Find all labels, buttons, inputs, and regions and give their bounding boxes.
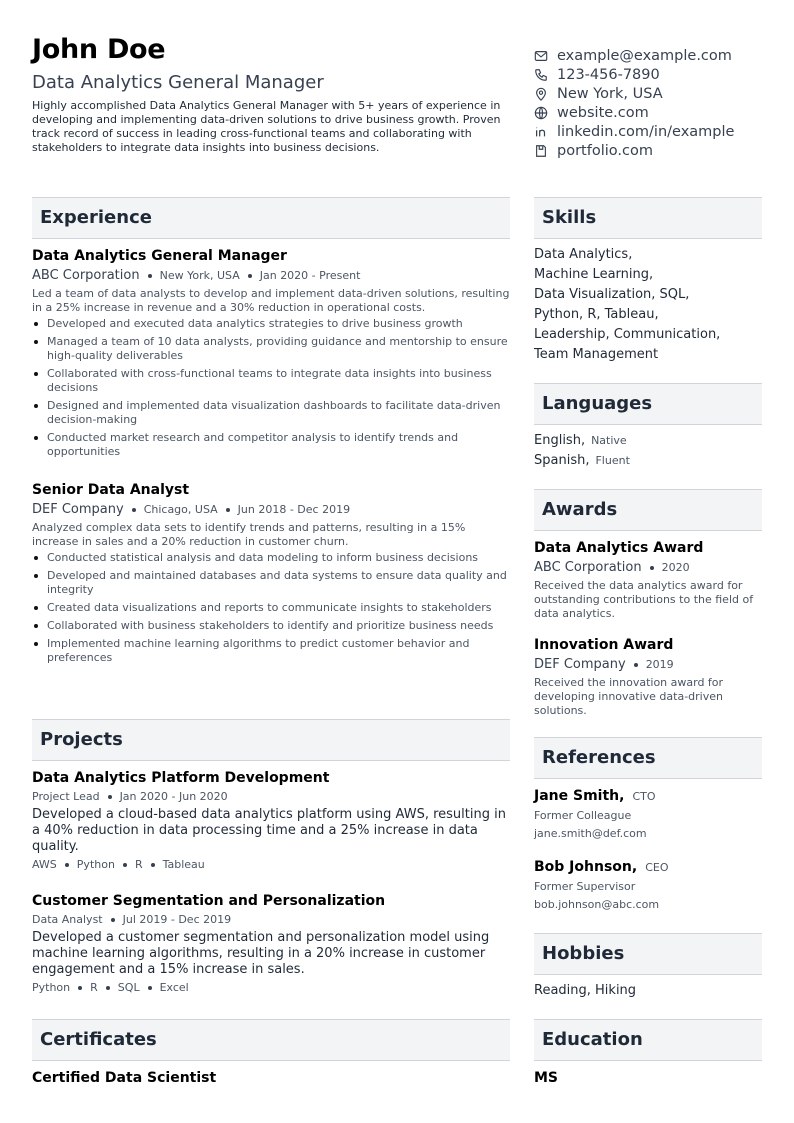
project-entry — [32, 769, 510, 873]
award-year: 2020 — [661, 561, 690, 574]
job-company: DEF Company — [32, 502, 124, 517]
job-location: Chicago, USA — [143, 503, 218, 516]
list-item: Collaborated with business stakeholders to identify and prioritize business needs — [32, 619, 510, 633]
project-tags — [32, 980, 510, 996]
skill-line: Team Management — [534, 347, 659, 362]
job-bullets — [32, 551, 510, 665]
list-item: Conducted market research and competitor analysis to identify trends and opportunities — [32, 431, 510, 459]
separator-dot — [123, 863, 127, 867]
skills-list — [534, 245, 762, 365]
contact-phone[interactable] — [534, 65, 774, 84]
contact-list — [534, 46, 774, 160]
reference-email[interactable]: jane.smith@def.com — [534, 827, 647, 840]
separator-dot — [65, 863, 69, 867]
award-org: ABC Corporation — [534, 560, 642, 575]
project-description: Developed a cloud-based data analytics platform using AWS, resulting in a 40% reduction in data processing time and a 25% increase in data quality. — [32, 807, 506, 854]
list-item: Designed and implemented data visualization dashboards to facilitate data-driven decision-making — [32, 399, 510, 427]
project-description: Developed a customer segmentation and personalization model using machine learning algorithms, resulting in a 20% increase in customer engagement and a 15% increase in sales. — [32, 930, 490, 977]
contact-location-text: New York, USA — [557, 85, 663, 102]
award-meta — [534, 560, 762, 576]
award-title: Data Analytics Award — [534, 540, 704, 556]
languages-heading: Languages — [534, 383, 762, 425]
certificate-title: Certified Data Scientist — [32, 1070, 217, 1086]
list-item: Managed a team of 10 data analysts, providing guidance and mentorship to ensure high-quality deliverables — [32, 335, 510, 363]
award-entry — [534, 539, 762, 621]
separator-dot — [248, 274, 252, 278]
job-dates: Jun 2018 - Dec 2019 — [237, 503, 351, 516]
hobbies-text: Reading, Hiking — [534, 983, 637, 998]
language-name: Spanish, — [534, 453, 590, 468]
experience-heading: Experience — [32, 197, 510, 239]
hobbies-heading: Hobbies — [534, 933, 762, 975]
job-entry — [32, 247, 510, 463]
job-entry — [32, 481, 510, 669]
project-tag: SQL — [117, 981, 140, 994]
project-role: Project Lead — [32, 790, 100, 803]
contact-linkedin[interactable] — [534, 122, 774, 141]
job-title: Senior Data Analyst — [32, 482, 190, 498]
reference-entry — [534, 858, 762, 912]
project-meta — [32, 789, 510, 805]
portfolio-icon — [534, 144, 548, 158]
mail-icon — [534, 49, 548, 63]
project-entry — [32, 892, 510, 996]
award-meta — [534, 657, 762, 673]
separator-dot — [226, 508, 230, 512]
certificates-heading: Certificates — [32, 1019, 510, 1061]
project-title: Data Analytics Platform Development — [32, 770, 330, 786]
project-tag: R — [134, 858, 143, 871]
reference-position: CTO — [632, 790, 656, 803]
reference-relation: Former Supervisor — [534, 880, 636, 893]
skill-line: Data Analytics, — [534, 247, 633, 262]
skill-line: Machine Learning, — [534, 267, 654, 282]
references-heading: References — [534, 737, 762, 779]
project-dates: Jan 2020 - Jun 2020 — [119, 790, 228, 803]
award-entry — [534, 636, 762, 718]
contact-portfolio[interactable] — [534, 141, 774, 160]
job-meta — [32, 502, 510, 518]
language-level: Native — [591, 434, 627, 447]
candidate-name: John Doe — [32, 34, 166, 65]
language-level: Fluent — [595, 454, 630, 467]
education-heading: Education — [534, 1019, 762, 1061]
separator-dot — [78, 986, 82, 990]
profile-summary: Highly accomplished Data Analytics General Manager with 5+ years of experience in developing and implementing data-driven solutions to drive business growth. Proven track record of success in leading cross-functional teams and collaborating with stakeholders to integrate data insights into business decisions. — [32, 99, 501, 154]
project-meta — [32, 912, 510, 928]
language-item — [534, 451, 762, 471]
list-item: Developed and executed data analytics strategies to drive business growth — [32, 317, 510, 331]
globe-icon — [534, 106, 548, 120]
language-item — [534, 431, 762, 451]
reference-email[interactable]: bob.johnson@abc.com — [534, 898, 660, 911]
phone-icon — [534, 68, 548, 82]
award-description: Received the innovation award for developing innovative data-driven solutions. — [534, 676, 724, 717]
project-dates: Jul 2019 - Dec 2019 — [122, 913, 232, 926]
list-item: Created data visualizations and reports to communicate insights to stakeholders — [32, 601, 510, 615]
project-tag: Tableau — [162, 858, 205, 871]
skill-line: Leadership, Communication, — [534, 327, 721, 342]
reference-header — [534, 787, 762, 805]
separator-dot — [650, 566, 654, 570]
list-item: Conducted statistical analysis and data modeling to inform business decisions — [32, 551, 510, 565]
job-location: New York, USA — [159, 269, 240, 282]
skills-heading: Skills — [534, 197, 762, 239]
job-summary: Analyzed complex data sets to identify trends and patterns, resulting in a 15% increase in sales and a 20% reduction in customer churn. — [32, 521, 466, 548]
contact-location — [534, 84, 774, 103]
list-item: Developed and maintained databases and data systems to ensure data quality and integrity — [32, 569, 510, 597]
award-org: DEF Company — [534, 657, 626, 672]
reference-name: Jane Smith, — [534, 788, 625, 804]
reference-relation: Former Colleague — [534, 809, 632, 822]
job-summary: Led a team of data analysts to develop and implement data-driven solutions, resulting in a 25% increase in revenue and a 30% reduction in operational costs. — [32, 287, 510, 314]
contact-phone-text: 123-456-7890 — [557, 66, 660, 83]
separator-dot — [108, 795, 112, 799]
separator-dot — [148, 986, 152, 990]
language-name: English, — [534, 433, 586, 448]
contact-portfolio-text: portfolio.com — [557, 142, 653, 159]
job-bullets — [32, 317, 510, 459]
job-company: ABC Corporation — [32, 268, 140, 283]
linkedin-icon — [534, 125, 548, 139]
list-item: Implemented machine learning algorithms to predict customer behavior and preferences — [32, 637, 510, 665]
project-title: Customer Segmentation and Personalization — [32, 893, 386, 909]
project-tag: Python — [32, 981, 71, 994]
award-title: Innovation Award — [534, 637, 674, 653]
contact-linkedin-text: linkedin.com/in/example — [557, 123, 735, 140]
location-pin-icon — [534, 87, 548, 101]
separator-dot — [111, 918, 115, 922]
candidate-title: Data Analytics General Manager — [32, 72, 324, 93]
contact-email[interactable] — [534, 46, 774, 65]
reference-header — [534, 858, 762, 876]
separator-dot — [106, 986, 110, 990]
list-item: Collaborated with cross-functional teams to integrate data insights into business decisions — [32, 367, 510, 395]
separator-dot — [151, 863, 155, 867]
contact-website-text: website.com — [557, 104, 649, 121]
award-year: 2019 — [645, 658, 674, 671]
separator-dot — [634, 663, 638, 667]
contact-email-text: example@example.com — [557, 47, 732, 64]
separator-dot — [148, 274, 152, 278]
project-role: Data Analyst — [32, 913, 103, 926]
contact-website[interactable] — [534, 103, 774, 122]
reference-name: Bob Johnson, — [534, 859, 638, 875]
separator-dot — [132, 508, 136, 512]
reference-entry — [534, 787, 762, 841]
project-tag: AWS — [32, 858, 57, 871]
job-meta — [32, 268, 510, 284]
skill-line: Python, R, Tableau, — [534, 307, 659, 322]
project-tag: Excel — [159, 981, 189, 994]
project-tags — [32, 857, 510, 873]
job-title: Data Analytics General Manager — [32, 248, 287, 264]
languages-list — [534, 431, 762, 471]
project-tag: Python — [76, 858, 115, 871]
skill-line: Data Visualization, SQL, — [534, 287, 690, 302]
reference-position: CEO — [645, 861, 669, 874]
projects-heading: Projects — [32, 719, 510, 761]
job-dates: Jan 2020 - Present — [259, 269, 361, 282]
award-description: Received the data analytics award for outstanding contributions to the field of data analytics. — [534, 579, 754, 620]
project-tag: R — [90, 981, 98, 994]
awards-heading: Awards — [534, 489, 762, 531]
education-degree: MS — [534, 1070, 559, 1086]
